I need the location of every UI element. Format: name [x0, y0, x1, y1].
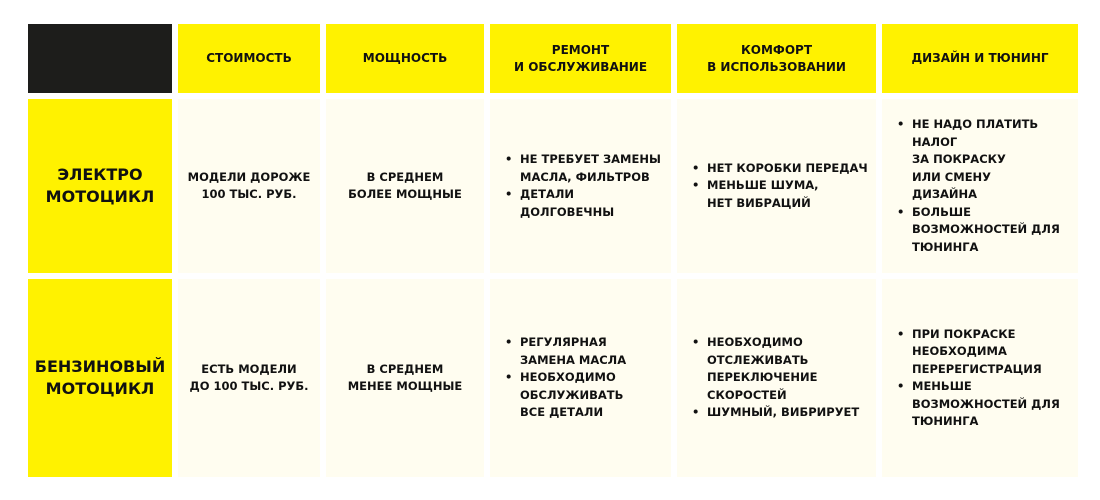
electric-repair-list — [504, 151, 661, 221]
list-item-text: НЕТ КОРОБКИ ПЕРЕДАЧ — [707, 160, 868, 175]
bullet-icon: • — [692, 178, 700, 193]
list-item — [896, 326, 1060, 379]
list-item-text: РЕГУЛЯРНАЯ ЗАМЕНА МАСЛА — [520, 335, 627, 367]
petrol-repair-cell — [490, 279, 671, 477]
row-label-petrol-line-2: МОТОЦИКЛ — [45, 379, 155, 398]
header-design-label: ДИЗАЙН И ТЮНИНГ — [911, 51, 1049, 65]
header-power — [326, 24, 484, 93]
list-item-text: БОЛЬШЕ ВОЗМОЖНОСТЕЙ ДЛЯ ТЮНИНГА — [912, 204, 1060, 254]
petrol-cost-line-2: ДО 100 ТЫС. РУБ. — [189, 379, 309, 393]
list-item — [896, 204, 1060, 257]
comparison-table — [28, 24, 1078, 477]
row-label-electric-line-1: ЭЛЕКТРО — [57, 165, 143, 184]
list-item-text: ПРИ ПОКРАСКЕ НЕОБХОДИМА ПЕРЕРЕГИСТРАЦИЯ — [912, 326, 1042, 376]
list-item — [504, 334, 626, 369]
list-item — [896, 378, 1060, 431]
bullet-icon: • — [505, 335, 513, 350]
list-item — [896, 116, 1060, 204]
list-item — [504, 369, 626, 422]
header-cost-label: СТОИМОСТЬ — [206, 51, 292, 65]
petrol-comfort-cell — [677, 279, 876, 477]
header-repair — [490, 24, 671, 93]
bullet-icon: • — [897, 379, 905, 393]
header-repair-line-2: И ОБСЛУЖИВАНИЕ — [513, 59, 648, 74]
bullet-icon: • — [897, 326, 905, 341]
bullet-icon: • — [505, 370, 513, 385]
list-item-text: МЕНЬШЕ ВОЗМОЖНОСТЕЙ ДЛЯ ТЮНИНГА — [912, 379, 1060, 428]
electric-cost-line-1: МОДЕЛИ ДОРОЖЕ — [187, 169, 311, 184]
bullet-icon: • — [692, 405, 700, 420]
bullet-icon: • — [505, 187, 513, 201]
list-item-text: МЕНЬШЕ ШУМА, НЕТ ВИБРАЦИЙ — [707, 178, 819, 210]
row-label-electric — [28, 99, 172, 273]
bullet-icon: • — [897, 117, 905, 131]
list-item — [504, 151, 661, 186]
bullet-icon: • — [897, 204, 905, 219]
petrol-cost-line-1: ЕСТЬ МОДЕЛИ — [201, 361, 297, 376]
electric-cost-line-2: 100 ТЫС. РУБ. — [201, 187, 297, 201]
petrol-repair-list — [504, 334, 626, 422]
electric-design-cell — [882, 99, 1078, 273]
header-power-label: МОЩНОСТЬ — [362, 51, 448, 65]
header-comfort-line-1: КОМФОРТ — [740, 42, 813, 57]
list-item-text: НЕОБХОДИМО ОБСЛУЖИВАТЬ ВСЕ ДЕТАЛИ — [520, 370, 624, 420]
bullet-icon: • — [692, 335, 700, 350]
electric-comfort-cell — [677, 99, 876, 273]
list-item-text: ШУМНЫЙ, ВИБРИРУЕТ — [707, 405, 860, 420]
electric-comfort-list — [691, 160, 868, 213]
list-item — [691, 334, 859, 404]
list-item — [691, 160, 868, 178]
electric-power-line-2: БОЛЕЕ МОЩНЫЕ — [348, 187, 462, 201]
list-item-text: НЕОБХОДИМО ОТСЛЕЖИВАТЬ ПЕРЕКЛЮЧЕНИЕ СКОРОСТЕЙ — [707, 335, 818, 402]
header-design — [882, 24, 1078, 93]
header-cost — [178, 24, 320, 93]
bullet-icon: • — [505, 152, 513, 166]
electric-design-list — [896, 116, 1060, 256]
list-item-text: НЕ НАДО ПЛАТИТЬ НАЛОГ ЗА ПОКРАСКУ ИЛИ СМЕНУ ДИЗАЙНА — [912, 117, 1039, 201]
electric-power-line-1: В СРЕДНЕМ — [366, 169, 444, 184]
header-comfort — [677, 24, 876, 93]
table-corner — [28, 24, 172, 93]
row-label-petrol — [28, 279, 172, 477]
petrol-power-line-1: В СРЕДНЕМ — [366, 361, 444, 376]
petrol-power-cell — [326, 279, 484, 477]
petrol-cost-cell — [178, 279, 320, 477]
electric-cost-cell — [178, 99, 320, 273]
row-label-electric-line-2: МОТОЦИКЛ — [45, 187, 155, 206]
header-repair-line-1: РЕМОНТ — [551, 42, 610, 57]
petrol-design-cell — [882, 279, 1078, 477]
list-item-text: ДЕТАЛИ ДОЛГОВЕЧНЫ — [520, 187, 615, 219]
electric-power-cell — [326, 99, 484, 273]
list-item-text: НЕ ТРЕБУЕТ ЗАМЕНЫ МАСЛА, ФИЛЬТРОВ — [520, 152, 661, 184]
header-comfort-line-2: В ИСПОЛЬЗОВАНИИ — [707, 59, 846, 74]
petrol-design-list — [896, 326, 1060, 431]
list-item — [691, 177, 868, 212]
electric-repair-cell — [490, 99, 671, 273]
petrol-comfort-list — [691, 334, 859, 422]
row-label-petrol-line-1: БЕНЗИНОВЫЙ — [34, 357, 166, 376]
list-item — [691, 404, 859, 422]
list-item — [504, 186, 661, 221]
petrol-power-line-2: МЕНЕЕ МОЩНЫЕ — [347, 379, 463, 393]
bullet-icon: • — [692, 160, 700, 175]
